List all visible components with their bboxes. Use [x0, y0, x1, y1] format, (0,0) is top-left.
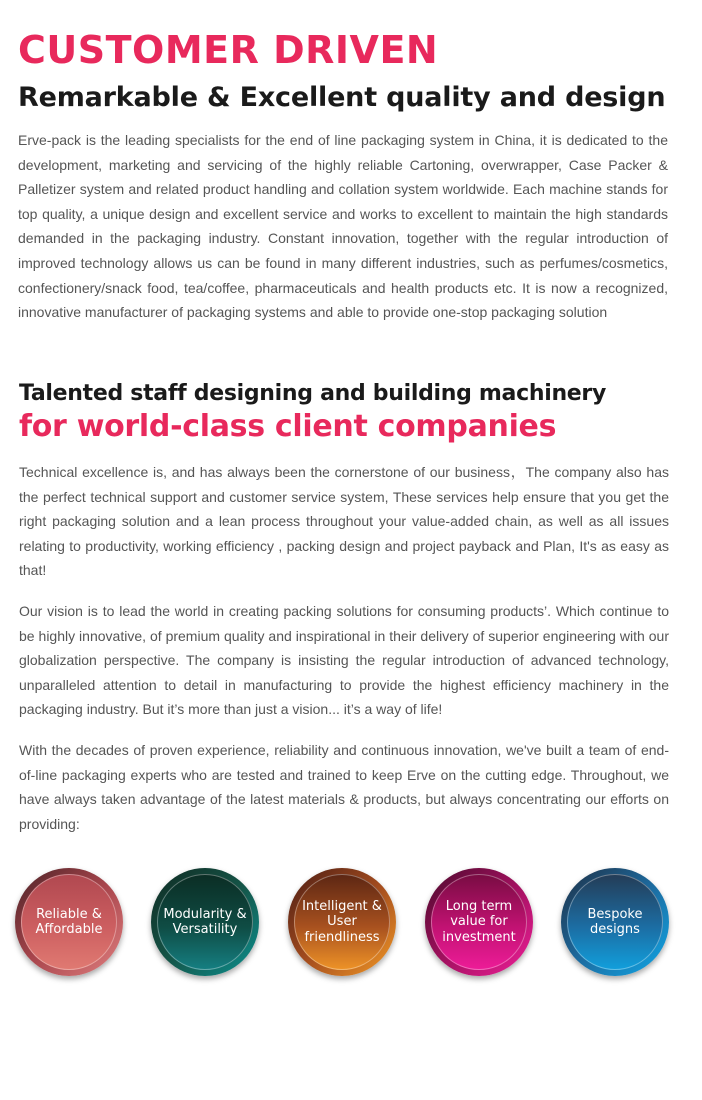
feature-circle-reliable [15, 868, 123, 976]
feature-circle-long-term-value [425, 868, 533, 976]
feature-circle-modularity [151, 868, 259, 976]
feature-label: Reliable & Affordable [35, 906, 103, 937]
section-paragraph-1: Technical excellence is, and has always been the cornerstone of our business，The company also has the perfect technical support and customer service system, These services help ensure that you get the right packaging solution and a lean process throughout your value-added chain, as well as all issues relating to productivity, working efficiency , packing design and project payback and Plan, It's as easy as that! [19, 464, 669, 579]
feature-label: Long term value for investment [442, 898, 516, 945]
feature-circle-intelligent [288, 868, 396, 976]
feature-circle-bespoke [561, 868, 669, 976]
section-paragraph-2: Our vision is to lead the world in creating packing solutions for consuming products’. Which continue to be highly innovative, of premium quality and inspirational in their delivery of superior engineering with our globalization perspective. The company is insisting the regular introduction of advanced technology, unparalleled attention to detail in manufacturing to provide the highest efficiency machinery in the packaging industry. But it’s more than just a vision... it’s a way of life! [19, 603, 669, 718]
intro-paragraph: Erve-pack is the leading specialists for the end of line packaging system in China, it is dedicated to the development, marketing and servicing of the highly reliable Cartoning, overwrapper, Case Packer & Palletizer system and related product handling and collation system worldwide. Each machine stands for top quality, a unique design and excellent service and works to excellent to maintain the high standards demanded in the packaging industry. Constant innovation, together with the regular introduction of improved technology allows us can be found in many different industries, such as perfumes/cosmetics, confectionery/snack food, tea/coffee, pharmaceuticals and health products etc. It is now a recognized, innovative manufacturer of packaging systems and able to provide one-stop packaging solution [18, 132, 668, 321]
section-subtitle: for world-class client companies [19, 409, 557, 444]
feature-label: Modularity & Versatility [163, 906, 247, 937]
feature-circles [0, 868, 702, 983]
section-title: Talented staff designing and building machinery [19, 381, 607, 406]
page-subtitle: Remarkable & Excellent quality and design [18, 82, 666, 113]
section-paragraph-3: With the decades of proven experience, reliability and continuous innovation, we've built a team of end-of-line packaging experts who are tested and trained to keep Erve on the cutting edge. Throughout, we have always taken advantage of the latest materials & products, but always concentrating our efforts on providing: [19, 742, 669, 832]
feature-label: Bespoke designs [587, 906, 643, 937]
page-title: CUSTOMER DRIVEN [18, 28, 439, 72]
feature-label: Intelligent & User friendliness [302, 898, 382, 945]
